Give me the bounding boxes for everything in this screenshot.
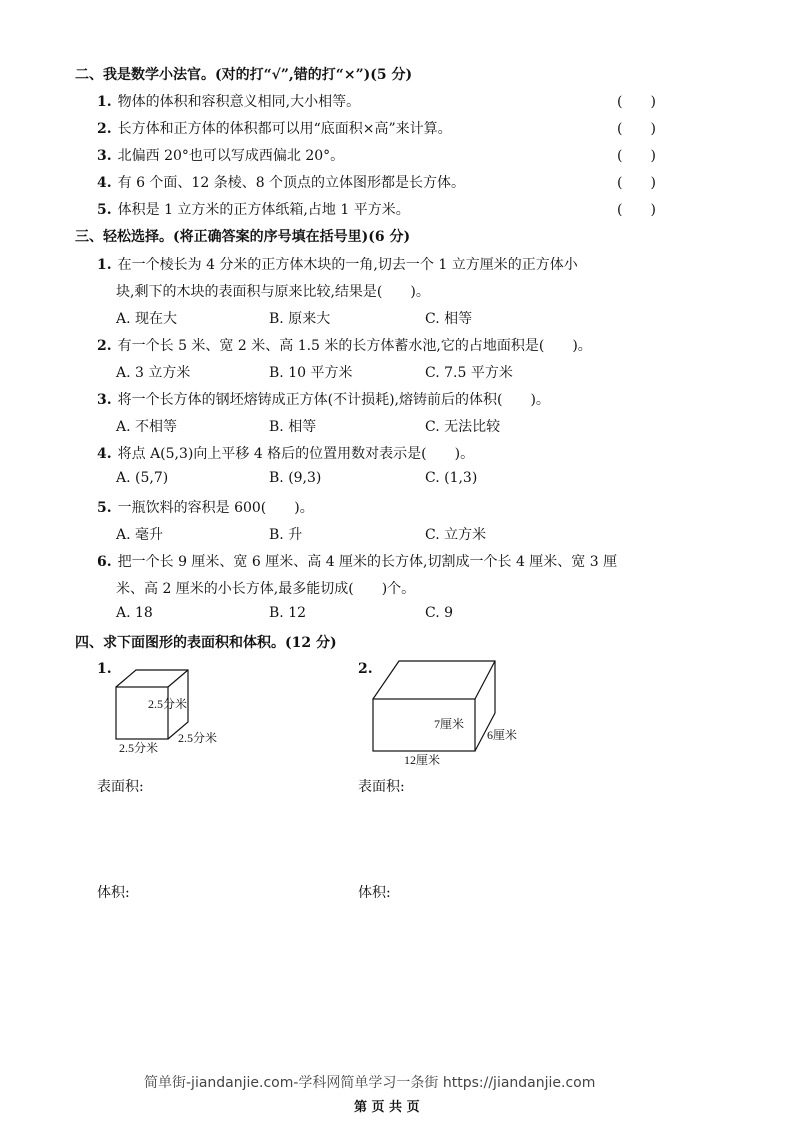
question-number: 1. [97, 257, 112, 273]
cuboid-height-label: 7厘米 [434, 717, 465, 731]
page-number: 第 页 共 页 [354, 1100, 420, 1115]
cube-width-label: 2.5分米 [119, 741, 159, 755]
judge-item-3 [97, 145, 344, 165]
answer-parens[interactable]: ( ) [617, 121, 656, 137]
item-text: 长方体和正方体的体积都可以用“底面积×高”来计算。 [117, 121, 452, 137]
option-a[interactable]: A. (5,7) [116, 470, 169, 486]
question-text: 有一个长 5 米、宽 2 米、高 1.5 米的长方体蓄水池,它的占地面积是( )。 [117, 338, 592, 354]
answer-parens[interactable]: ( ) [617, 175, 656, 191]
section2-title: 二、我是数学小法官。(对的打“√”,错的打“×”)(5 分) [75, 67, 413, 83]
option-b[interactable]: B. 升 [269, 527, 303, 543]
question-text: 一瓶饮料的容积是 600( )。 [117, 500, 314, 516]
option-b[interactable]: B. 原来大 [269, 311, 331, 327]
volume-label-2: 体积: [358, 885, 391, 901]
question-number: 5. [97, 500, 112, 516]
answer-parens[interactable]: ( ) [617, 94, 656, 110]
option-b[interactable]: B. 10 平方米 [269, 365, 353, 381]
footer-watermark: 简单街-jiandanjie.com-学科网简单学习一条街 https://jiandanjie.com [144, 1075, 596, 1091]
item-number: 4. [97, 175, 112, 191]
cuboid-depth-label: 6厘米 [487, 728, 518, 742]
question-text: 在一个棱长为 4 分米的正方体木块的一角,切去一个 1 立方厘米的正方体小 [117, 257, 578, 273]
cube-figure [102, 660, 242, 760]
cuboid-width-label: 12厘米 [404, 753, 441, 767]
item-number: 5. [97, 202, 112, 218]
judge-item-2 [97, 118, 452, 138]
item-text: 有 6 个面、12 条棱、8 个顶点的立体图形都是长方体。 [117, 175, 466, 191]
item-text: 体积是 1 立方米的正方体纸箱,占地 1 平方米。 [117, 202, 410, 218]
surface-area-label-2: 表面积: [358, 779, 405, 795]
cuboid-figure [362, 655, 542, 770]
option-a[interactable]: A. 3 立方米 [116, 365, 191, 381]
judge-item-5 [97, 199, 410, 219]
item-text: 北偏西 20°也可以写成西偏北 20°。 [117, 148, 345, 164]
cube-depth-label: 2.5分米 [178, 731, 218, 745]
section3-title: 三、轻松选择。(将正确答案的序号填在括号里)(6 分) [75, 229, 411, 245]
choice-q1-line2: 块,剩下的木块的表面积与原来比较,结果是( )。 [116, 284, 430, 300]
judge-item-1 [97, 91, 360, 111]
question-text: 把一个长 9 厘米、宽 6 厘米、高 4 厘米的长方体,切割成一个长 4 厘米、宽 3 厘 [117, 554, 618, 570]
volume-label-1: 体积: [97, 885, 130, 901]
question-number: 6. [97, 554, 112, 570]
option-c[interactable]: C. 相等 [425, 311, 473, 327]
question-number: 2. [97, 338, 112, 354]
item-number: 1. [97, 94, 112, 110]
item-text: 物体的体积和容积意义相同,大小相等。 [117, 94, 361, 110]
answer-parens[interactable]: ( ) [617, 202, 656, 218]
choice-q5-line1 [97, 497, 314, 517]
option-c[interactable]: C. (1,3) [425, 470, 478, 486]
choice-q1-line1 [97, 254, 578, 274]
question-number: 3. [97, 392, 112, 408]
question-number: 4. [97, 446, 112, 462]
option-c[interactable]: C. 7.5 平方米 [425, 365, 513, 381]
item-number: 3. [97, 148, 112, 164]
option-c[interactable]: C. 立方米 [425, 527, 487, 543]
option-a[interactable]: A. 18 [116, 605, 153, 621]
surface-area-label-1: 表面积: [97, 779, 144, 795]
choice-q3-line1 [97, 389, 550, 409]
option-b[interactable]: B. (9,3) [269, 470, 322, 486]
cube-height-label: 2.5分米 [148, 697, 188, 711]
figure2-number: 2. [358, 661, 373, 677]
option-c[interactable]: C. 9 [425, 605, 454, 621]
option-b[interactable]: B. 12 [269, 605, 307, 621]
option-a[interactable]: A. 毫升 [116, 527, 164, 543]
choice-q6-line2: 米、高 2 厘米的小长方体,最多能切成( )个。 [116, 581, 416, 597]
section4-title: 四、求下面图形的表面积和体积。(12 分) [75, 635, 337, 651]
option-b[interactable]: B. 相等 [269, 419, 317, 435]
choice-q2-line1 [97, 335, 592, 355]
option-a[interactable]: A. 现在大 [116, 311, 178, 327]
choice-q6-line1 [97, 551, 617, 571]
question-text: 将一个长方体的钢坯熔铸成正方体(不计损耗),熔铸前后的体积( )。 [117, 392, 550, 408]
question-text: 将点 A(5,3)向上平移 4 格后的位置用数对表示是( )。 [117, 446, 475, 462]
choice-q4-line1 [97, 443, 474, 463]
answer-parens[interactable]: ( ) [617, 148, 656, 164]
figure1-number: 1. [97, 661, 112, 677]
item-number: 2. [97, 121, 112, 137]
option-c[interactable]: C. 无法比较 [425, 419, 501, 435]
judge-item-4 [97, 172, 465, 192]
option-a[interactable]: A. 不相等 [116, 419, 178, 435]
